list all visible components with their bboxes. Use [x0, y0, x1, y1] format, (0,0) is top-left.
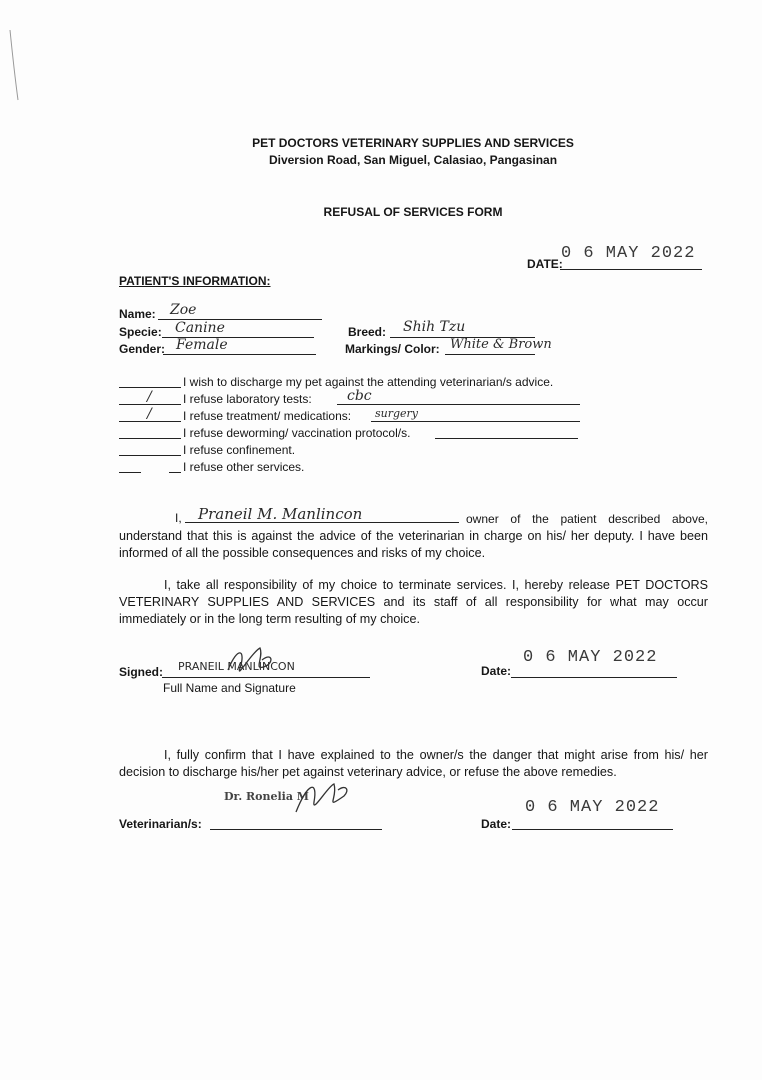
refusal-item[interactable]: [119, 460, 589, 477]
owner-prefix: I,: [175, 511, 182, 525]
signed-date-line: [511, 677, 677, 678]
company-name: PET DOCTORS VETERINARY SUPPLIES AND SERVICES: [252, 136, 574, 150]
patient-section-title: PATIENT'S INFORMATION:: [119, 274, 271, 288]
owner-statement-text: understand that this is against the advice of the veterinarian in charge on his/ her deputy. I have been informed of all the possible consequences and risks of my choice.: [119, 529, 708, 560]
signed-label: Signed:: [119, 665, 163, 679]
refusal-item[interactable]: [119, 388, 589, 409]
scan-edge-mark: [0, 0, 40, 120]
vet-signature-icon: [288, 776, 358, 826]
markings-label: Markings/ Color:: [345, 342, 440, 356]
vet-date-stamp: 0 6 MAY 2022: [525, 798, 660, 817]
refusal-text: I wish to discharge my pet against the attending veterinarian/s advice.: [183, 375, 554, 389]
form-title: REFUSAL OF SERVICES FORM: [323, 205, 503, 219]
breed-label: Breed:: [348, 325, 387, 339]
owner-name-line: [185, 522, 459, 523]
signed-date-stamp: 0 6 MAY 2022: [523, 648, 658, 667]
refusal-detail: surgery: [375, 407, 419, 420]
breed-value: Shih Tzu: [403, 319, 466, 335]
refusal-text: I refuse deworming/ vaccination protocol/s.: [183, 426, 411, 440]
refusal-item[interactable]: [119, 443, 589, 460]
refusal-detail: cbc: [347, 388, 372, 404]
refusal-text: I refuse treatment/ medications:: [183, 409, 352, 423]
refusal-check: /: [147, 406, 152, 422]
date-line: [560, 269, 702, 270]
signed-line: [162, 677, 370, 678]
refusal-item[interactable]: [119, 406, 589, 426]
name-value: Zoe: [170, 302, 197, 318]
refusal-text: I refuse laboratory tests:: [183, 392, 312, 406]
refusal-check: /: [147, 389, 152, 405]
specie-label: Specie:: [119, 325, 162, 339]
signed-date-label: Date:: [481, 664, 512, 678]
specie-value: Canine: [175, 320, 225, 336]
refusal-list: [119, 375, 589, 477]
name-label: Name:: [119, 307, 156, 321]
signed-name: PRANEIL MANLINCON: [178, 660, 295, 673]
owner-statement-line1: owner of the patient described above,: [466, 512, 708, 526]
markings-value: White & Brown: [450, 337, 552, 352]
responsibility-statement: I, take all responsibility of my choice to terminate services. I, hereby release PET DOCTORS VETERINARY SUPPLIES AND SERVICES and its staff of all responsibility for what may occur immediately or in the long term resulting of my choice.: [119, 578, 708, 626]
gender-value: Female: [176, 337, 228, 353]
owner-signature-icon: [222, 640, 282, 685]
vet-stamp-name: Dr. Ronelia M: [224, 790, 309, 803]
date-stamp: 0 6 MAY 2022: [561, 244, 696, 263]
signed-caption: Full Name and Signature: [163, 681, 296, 695]
owner-name: Praneil M. Manlincon: [198, 505, 363, 523]
gender-line: [163, 354, 316, 355]
veterinarian-label: Veterinarian/s:: [119, 817, 202, 831]
vet-statement: I, fully confirm that I have explained to the owner/s the danger that might arise from his/ her decision to discharge his/her pet against veterinary advice, or refuse the above remedies.: [119, 748, 708, 779]
gender-label: Gender:: [119, 342, 166, 356]
refusal-item[interactable]: [119, 426, 589, 443]
markings-line: [445, 354, 535, 355]
vet-date-line: [512, 829, 673, 830]
date-label: DATE:: [527, 257, 563, 271]
veterinarian-line: [210, 829, 382, 830]
refusal-text: I refuse other services.: [183, 460, 305, 474]
company-address: Diversion Road, San Miguel, Calasiao, Pangasinan: [268, 153, 558, 167]
vet-date-label: Date:: [481, 817, 512, 831]
refusal-text: I refuse confinement.: [183, 443, 296, 457]
